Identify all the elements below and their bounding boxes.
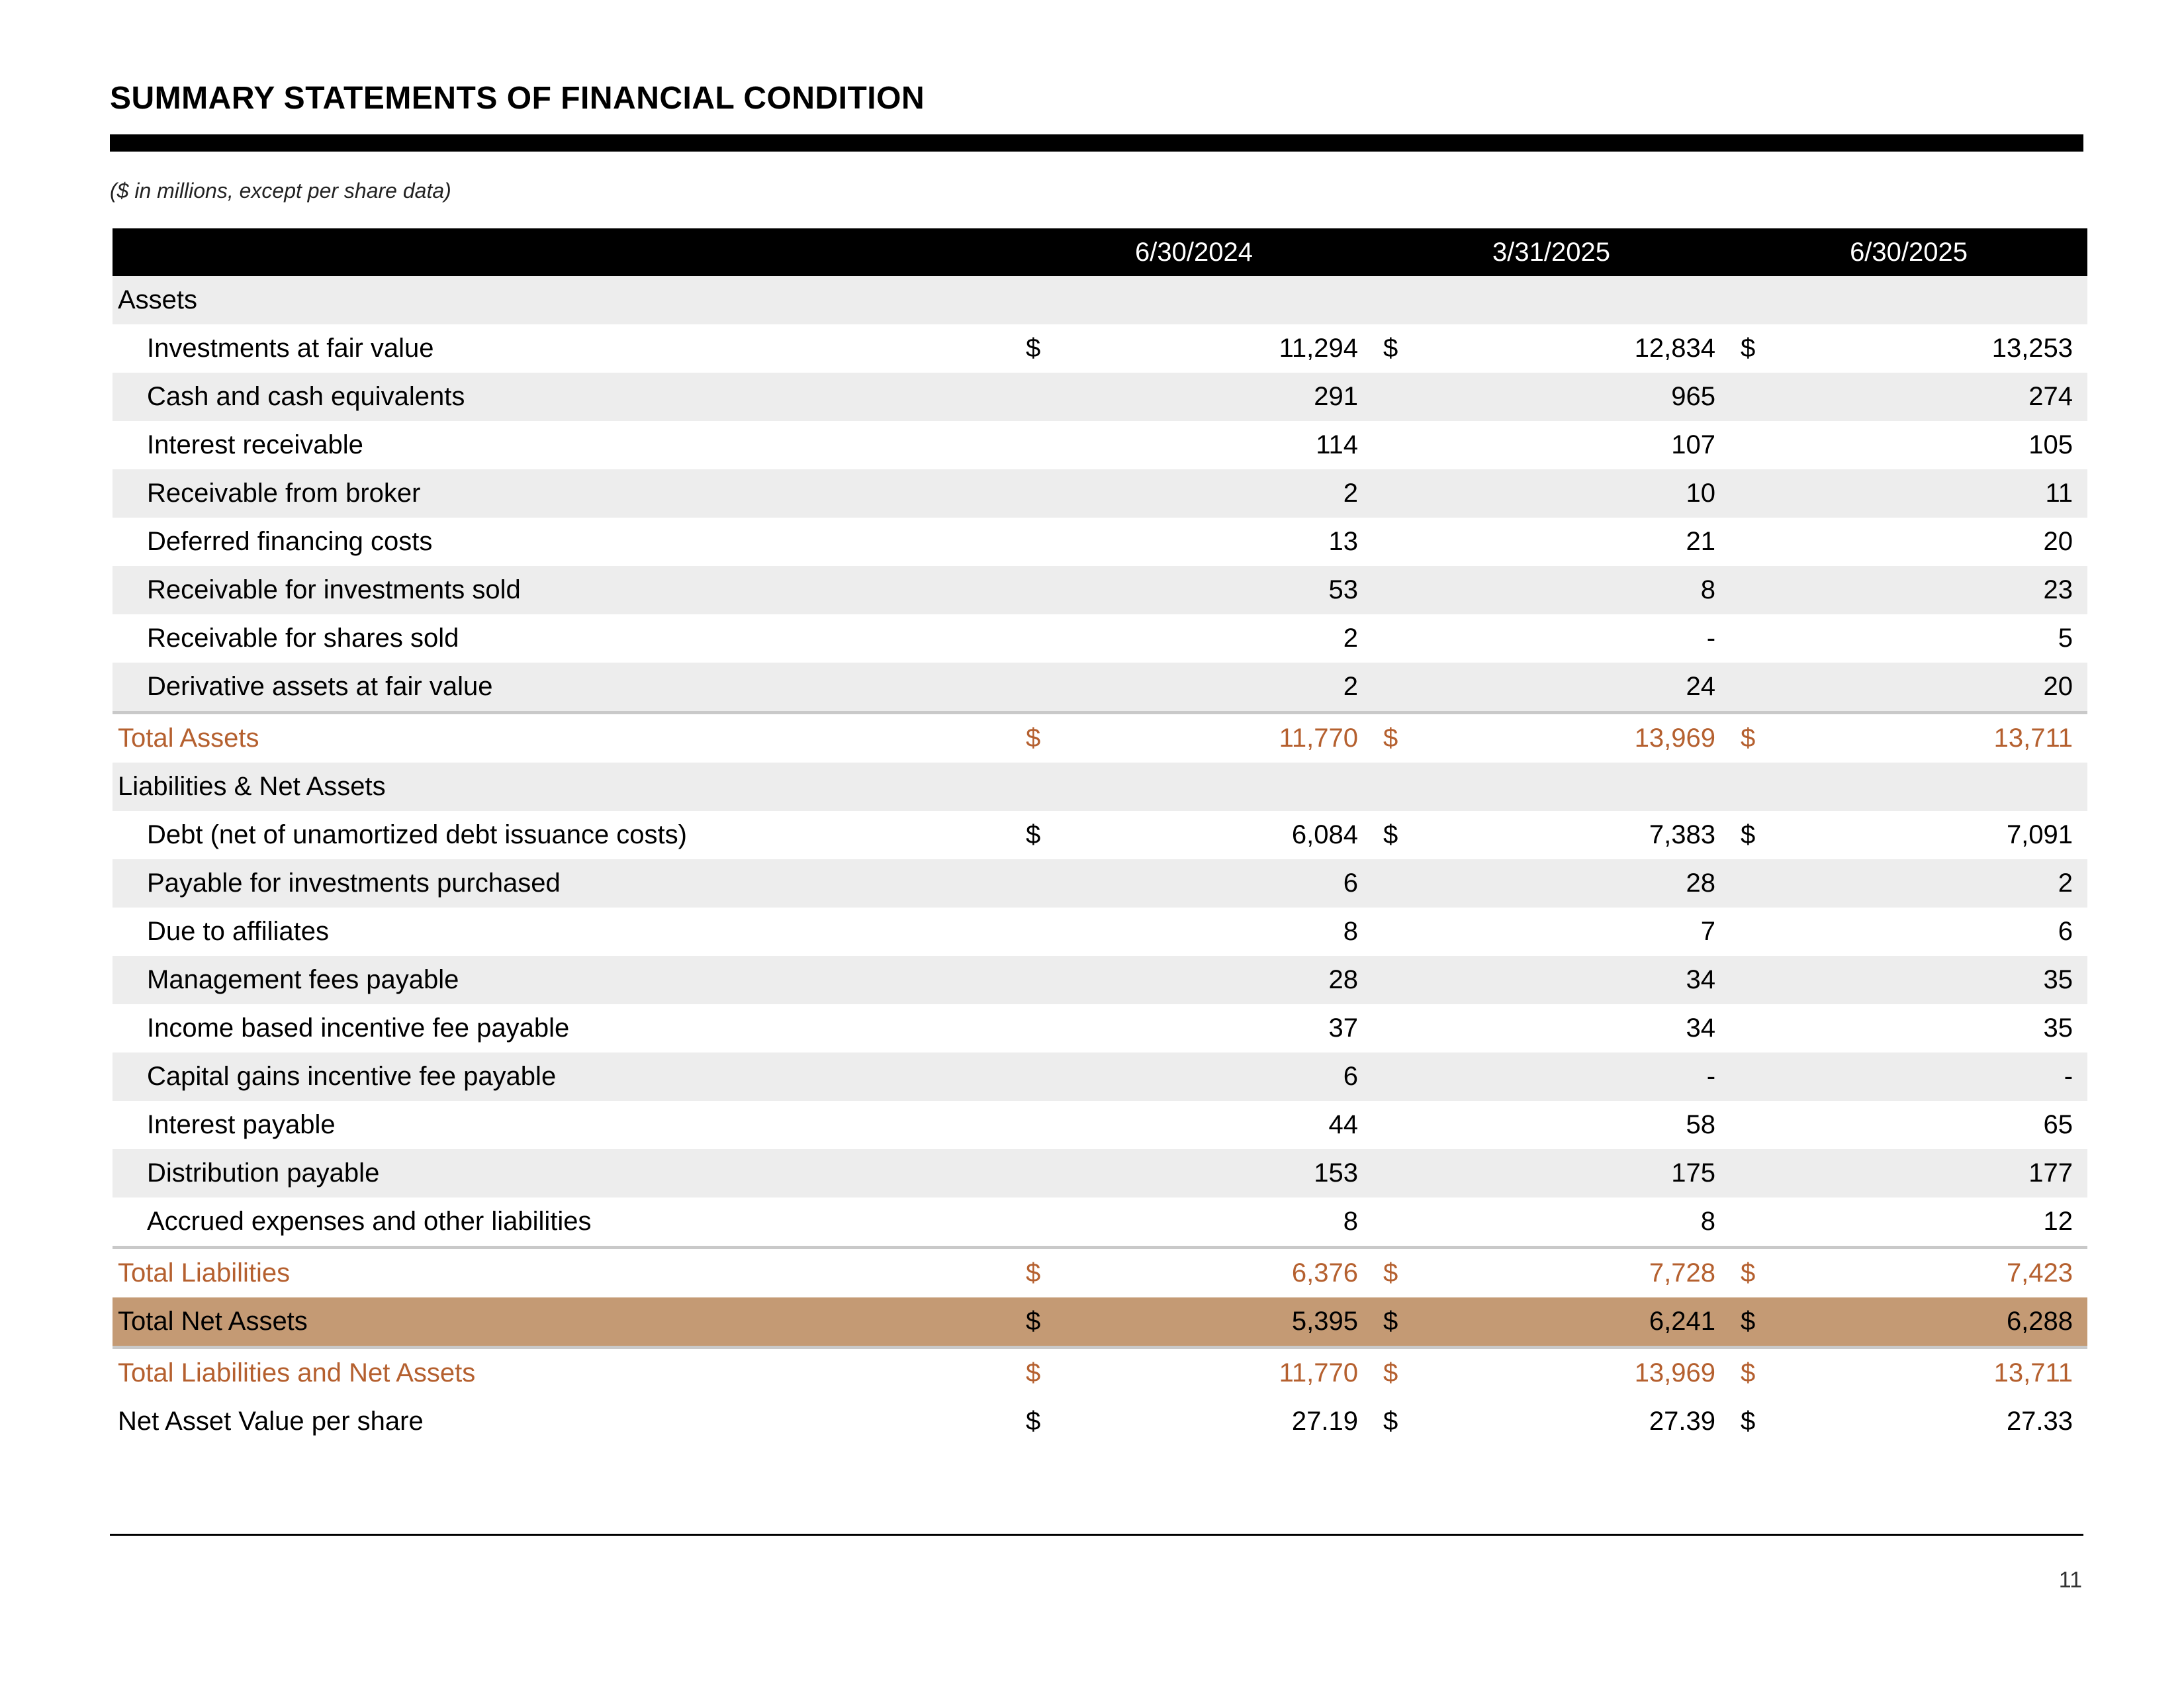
row-label: Receivable from broker: [113, 469, 1015, 518]
total-liabilities-row: [113, 1248, 2087, 1298]
footer-rule: [110, 1534, 2083, 1536]
value-cell: 7,423: [1790, 1248, 2087, 1298]
value-cell: 105: [2028, 430, 2073, 459]
currency-symbol: $: [1741, 820, 1756, 849]
row-label: Income based incentive fee payable: [147, 1013, 570, 1043]
row-label: Capital gains incentive fee payable: [113, 1053, 1015, 1101]
row-label: Liabilities & Net Assets: [113, 763, 1015, 811]
value-cell: 8: [1700, 1207, 1716, 1236]
value-cell: 6,084: [1291, 820, 1359, 849]
value-cell: 11,294: [1279, 334, 1359, 363]
row-label: Total Assets: [113, 713, 1015, 763]
row-label: Assets: [113, 276, 1015, 324]
value-cell: 21: [1686, 527, 1716, 556]
value-cell: 8: [1343, 1207, 1359, 1236]
value-cell: 11,770: [1279, 1358, 1359, 1387]
section-header-liabilities: [113, 763, 2087, 811]
row-label: Deferred financing costs: [147, 527, 433, 556]
value-cell: 965: [1432, 373, 1730, 421]
row-label: Payable for investments purchased: [113, 859, 1015, 908]
value-cell: 175: [1432, 1149, 1730, 1197]
table-row: [113, 518, 2087, 566]
total-liabilities-net-assets-row: [113, 1348, 2087, 1398]
table-row: [113, 1101, 2087, 1149]
value-cell: 13,711: [1790, 713, 2087, 763]
value-cell: 65: [2043, 1110, 2073, 1139]
value-cell: 53: [1075, 566, 1373, 614]
currency-symbol: $: [1383, 1358, 1398, 1387]
value-cell: 114: [1316, 430, 1359, 459]
row-label: Total Net Assets: [113, 1297, 1015, 1348]
value-cell: 27.39: [1649, 1407, 1716, 1436]
value-cell: 27.33: [2006, 1407, 2073, 1436]
value-cell: 177: [1790, 1149, 2087, 1197]
value-cell: 8: [1343, 917, 1359, 946]
total-net-assets-row: [113, 1297, 2087, 1348]
currency-symbol: $: [1730, 713, 1790, 763]
value-cell: 34: [1432, 956, 1730, 1004]
currency-symbol: $: [1373, 713, 1432, 763]
currency-symbol: $: [1741, 1407, 1756, 1436]
row-label: Receivable for shares sold: [147, 624, 459, 653]
currency-symbol: $: [1026, 1358, 1041, 1387]
value-cell: 10: [1432, 469, 1730, 518]
value-cell: -: [1432, 1053, 1730, 1101]
row-label: Accrued expenses and other liabilities: [147, 1207, 592, 1236]
currency-symbol: $: [1026, 1407, 1041, 1436]
value-cell: 13,969: [1432, 713, 1730, 763]
value-cell: 27.19: [1291, 1407, 1359, 1436]
value-cell: 37: [1328, 1013, 1359, 1043]
value-cell: 24: [1432, 663, 1730, 713]
header-label-cell: [113, 228, 1015, 276]
value-cell: 28: [1432, 859, 1730, 908]
currency-symbol: $: [1015, 1297, 1075, 1348]
row-label: Cash and cash equivalents: [113, 373, 1015, 421]
table-row: [113, 1004, 2087, 1053]
value-cell: 2: [1075, 469, 1373, 518]
value-cell: 44: [1328, 1110, 1359, 1139]
value-cell: 6,241: [1432, 1297, 1730, 1348]
nav-per-share-row: [113, 1397, 2087, 1446]
table-row: [113, 1053, 2087, 1101]
table-row: [113, 908, 2087, 956]
value-cell: 11: [1790, 469, 2087, 518]
currency-symbol: $: [1015, 713, 1075, 763]
value-cell: 2: [1343, 624, 1359, 653]
value-cell: 35: [2043, 1013, 2073, 1043]
value-cell: 6,376: [1075, 1248, 1373, 1298]
value-cell: 6: [1075, 859, 1373, 908]
row-label: Management fees payable: [113, 956, 1015, 1004]
title-rule: [110, 134, 2083, 152]
value-cell: 35: [1790, 956, 2087, 1004]
row-label: Interest receivable: [147, 430, 363, 459]
value-cell: 6: [2058, 917, 2073, 946]
value-cell: 58: [1686, 1110, 1716, 1139]
value-cell: 7,383: [1649, 820, 1716, 849]
row-label: Total Liabilities: [113, 1248, 1015, 1298]
value-cell: 28: [1075, 956, 1373, 1004]
value-cell: 13,969: [1634, 1358, 1716, 1387]
table-row: [113, 956, 2087, 1004]
value-cell: 6: [1075, 1053, 1373, 1101]
table-row: [113, 663, 2087, 713]
page-number: 11: [2058, 1568, 2082, 1593]
currency-symbol: $: [1373, 1248, 1432, 1298]
table-row: [113, 324, 2087, 373]
currency-symbol: $: [1741, 1358, 1756, 1387]
value-cell: 7,728: [1432, 1248, 1730, 1298]
value-cell: 5: [2058, 624, 2073, 653]
value-cell: 153: [1075, 1149, 1373, 1197]
table-row: [113, 373, 2087, 421]
units-note: ($ in millions, except per share data): [110, 179, 451, 203]
value-cell: 13,253: [1991, 334, 2073, 363]
value-cell: 12: [2043, 1207, 2073, 1236]
value-cell: 13: [1328, 527, 1359, 556]
section-header-assets: [113, 276, 2087, 324]
value-cell: 8: [1432, 566, 1730, 614]
row-label: Derivative assets at fair value: [113, 663, 1015, 713]
row-label: Total Liabilities and Net Assets: [118, 1358, 476, 1387]
currency-symbol: $: [1015, 1248, 1075, 1298]
table-row: [113, 469, 2087, 518]
row-label: Interest payable: [147, 1110, 336, 1139]
row-label: Distribution payable: [113, 1149, 1015, 1197]
page-title: SUMMARY STATEMENTS OF FINANCIAL CONDITION: [110, 81, 925, 116]
value-cell: 23: [1790, 566, 2087, 614]
column-header-3: 6/30/2025: [1730, 228, 2087, 276]
currency-symbol: $: [1026, 334, 1041, 363]
value-cell: 2: [1075, 663, 1373, 713]
total-assets-row: [113, 713, 2087, 763]
currency-symbol: $: [1383, 1407, 1398, 1436]
value-cell: -: [1790, 1053, 2087, 1101]
value-cell: 2: [1790, 859, 2087, 908]
column-header-2: 3/31/2025: [1373, 228, 1730, 276]
currency-symbol: $: [1373, 1297, 1432, 1348]
value-cell: 274: [1790, 373, 2087, 421]
value-cell: 20: [2043, 527, 2073, 556]
row-label: Due to affiliates: [147, 917, 329, 946]
currency-symbol: $: [1730, 1248, 1790, 1298]
value-cell: 107: [1671, 430, 1716, 459]
table-row: [113, 859, 2087, 908]
value-cell: 291: [1075, 373, 1373, 421]
table-row: [113, 614, 2087, 663]
value-cell: 12,834: [1634, 334, 1716, 363]
currency-symbol: $: [1730, 1297, 1790, 1348]
value-cell: 11,770: [1075, 713, 1373, 763]
table-row: [113, 1149, 2087, 1197]
value-cell: 5,395: [1075, 1297, 1373, 1348]
value-cell: 7,091: [2006, 820, 2073, 849]
financial-condition-table: [113, 228, 2087, 1446]
row-label: Net Asset Value per share: [118, 1407, 424, 1436]
table-row: [113, 811, 2087, 859]
column-header-1: 6/30/2024: [1015, 228, 1373, 276]
table-row: [113, 421, 2087, 469]
value-cell: -: [1706, 624, 1716, 653]
value-cell: 20: [1790, 663, 2087, 713]
row-label: Investments at fair value: [147, 334, 434, 363]
value-cell: 13,711: [1993, 1358, 2073, 1387]
currency-symbol: $: [1741, 334, 1756, 363]
table-row: [113, 566, 2087, 614]
currency-symbol: $: [1383, 334, 1398, 363]
value-cell: 34: [1686, 1013, 1716, 1043]
value-cell: 6,288: [1790, 1297, 2087, 1348]
table-header-row: [113, 228, 2087, 276]
table-row: [113, 1197, 2087, 1248]
row-label: Receivable for investments sold: [113, 566, 1015, 614]
currency-symbol: $: [1026, 820, 1041, 849]
currency-symbol: $: [1383, 820, 1398, 849]
row-label: Debt (net of unamortized debt issuance costs): [147, 820, 687, 849]
value-cell: 7: [1700, 917, 1716, 946]
